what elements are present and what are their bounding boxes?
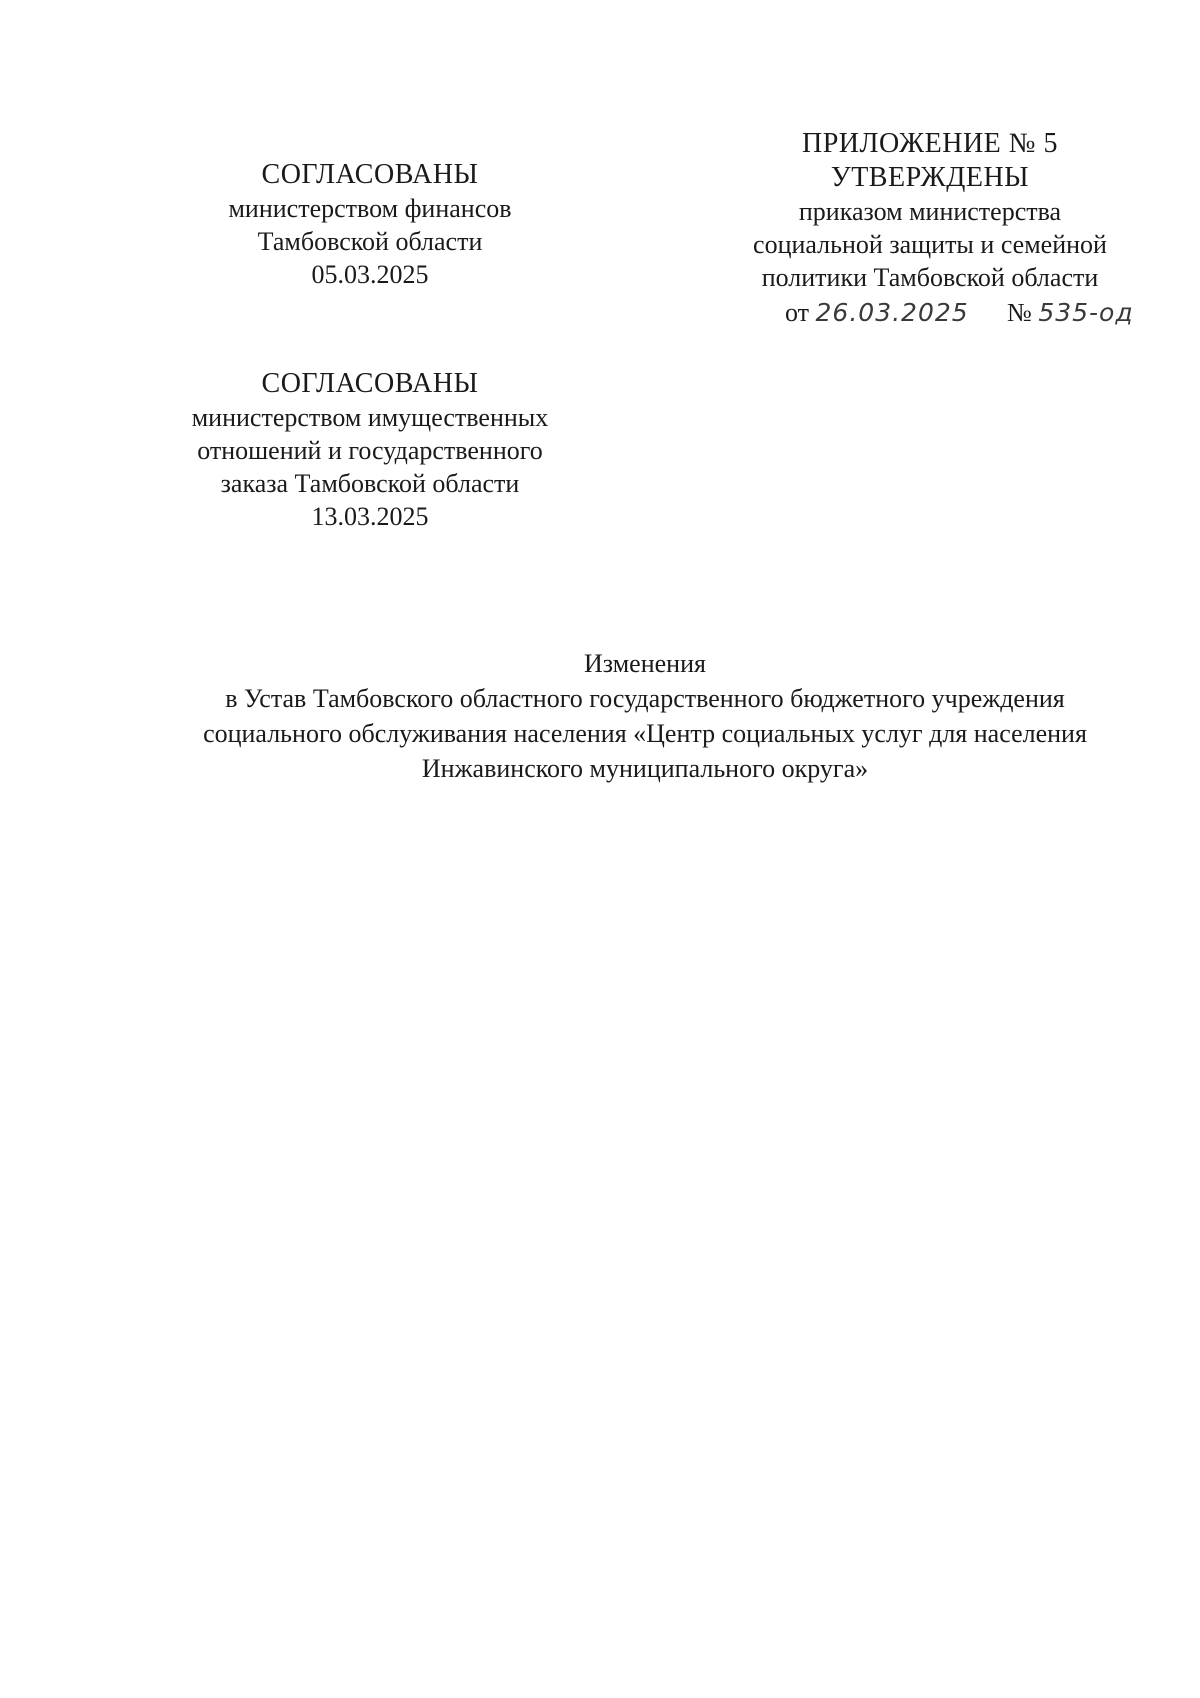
approval-block-property <box>150 367 590 533</box>
approval-line: заказа Тамбовской области <box>220 469 520 498</box>
order-line: социальной защиты и семейной <box>753 230 1107 259</box>
title-line: в Устав Тамбовского областного государственного бюджетного учреждения <box>225 684 1065 713</box>
order-date-number-line <box>710 294 1150 330</box>
appendix-label: ПРИЛОЖЕНИЕ № 5 <box>802 128 1058 159</box>
order-date <box>785 296 969 329</box>
order-line: политики Тамбовской области <box>761 263 1099 292</box>
approval-line: министерством имущественных <box>191 403 549 432</box>
title-line: социального обслуживания населения «Центр социальных услуг для населения <box>203 719 1087 748</box>
approval-date: 13.03.2025 <box>311 502 429 531</box>
approved-heading: УТВЕРЖДЕНЫ <box>830 162 1030 193</box>
order-date-label: от <box>785 298 810 327</box>
order-number <box>1007 296 1134 329</box>
order-number-label: № <box>1007 298 1032 327</box>
approval-line: Тамбовской области <box>257 227 483 256</box>
approval-heading: СОГЛАСОВАНЫ <box>261 159 479 190</box>
title-line: Инжавинского муниципального округа» <box>421 754 869 783</box>
order-date-handwritten: 26.03.2025 <box>815 298 969 327</box>
approval-heading: СОГЛАСОВАНЫ <box>261 368 479 399</box>
title-line: Изменения <box>584 649 706 678</box>
appendix-block <box>710 127 1150 330</box>
approval-line: министерством финансов <box>228 194 512 223</box>
document-title <box>150 646 1140 786</box>
approval-line: отношений и государственного <box>197 436 543 465</box>
order-line: приказом министерства <box>798 197 1062 226</box>
approval-block-finance <box>190 158 550 291</box>
order-number-handwritten: 535-од <box>1038 298 1134 327</box>
approval-date: 05.03.2025 <box>311 260 429 289</box>
